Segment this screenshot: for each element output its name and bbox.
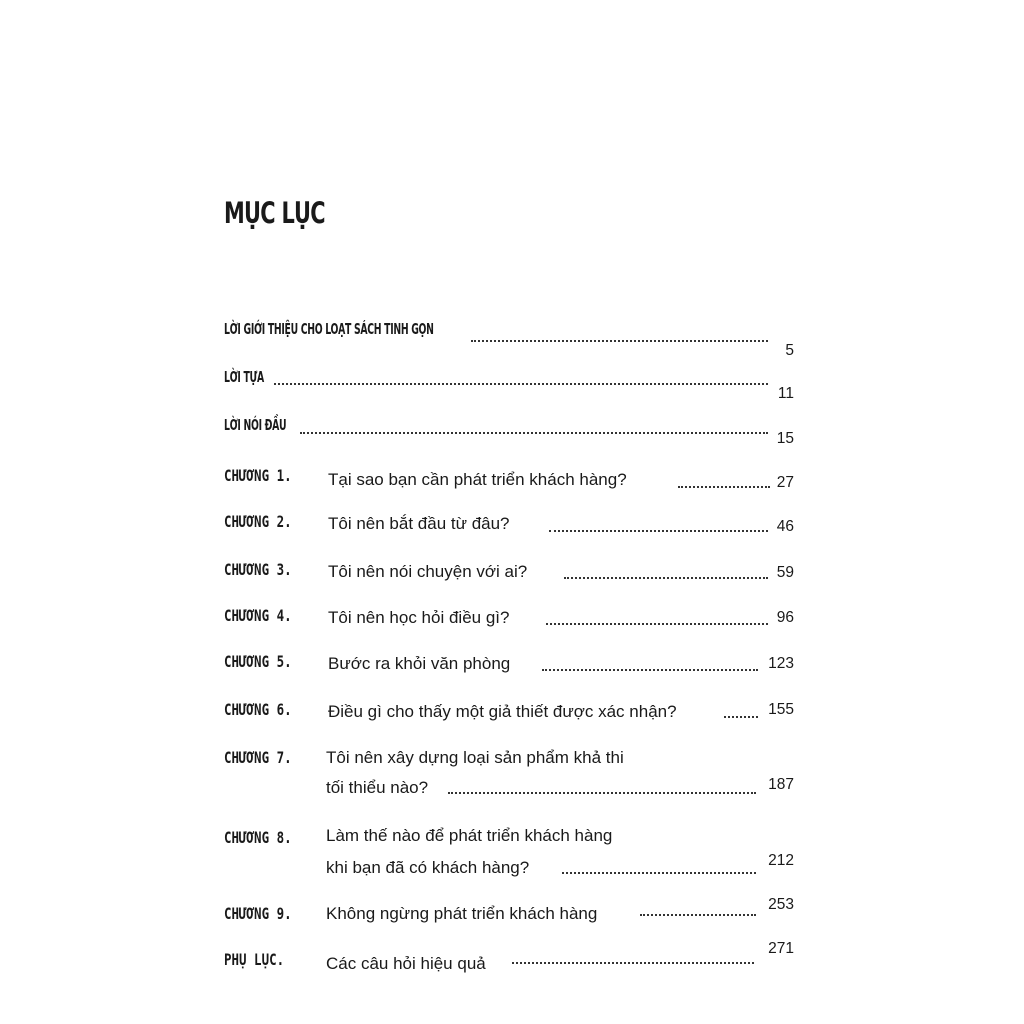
toc-entry-chapter-1 [224,466,794,496]
chapter-title: Điều gì cho thấy một giả thiết được xác nhận? [328,702,677,721]
chapter-label: CHƯƠNG 7. [224,748,292,767]
toc-entry-appendix [224,940,794,976]
chapter-label: CHƯƠNG 5. [224,652,292,671]
chapter-label: CHƯƠNG 1. [224,466,292,485]
chapter-title-line-2: tối thiểu nào? [326,778,429,797]
toc-entry-introduction [224,320,794,360]
dot-leader [549,530,768,532]
chapter-page: 27 [776,474,794,491]
chapter-label: CHƯƠNG 3. [224,560,292,579]
toc-entry-page: 11 [777,385,794,402]
toc-entry-chapter-4 [224,606,794,636]
toc-entry-chapter-9 [224,896,794,930]
chapter-title: Tôi nên nói chuyện với ai? [328,562,528,581]
appendix-label: PHỤ LỤC. [224,950,285,969]
toc-entry-chapter-5 [224,652,794,682]
chapter-label: CHƯƠNG 6. [224,700,292,719]
toc-entry-chapter-2 [224,512,794,542]
dot-leader [678,486,770,488]
chapter-title: Tôi nên bắt đầu từ đâu? [328,514,510,533]
dot-leader [564,577,768,579]
chapter-title-line-1: Tôi nên xây dựng loại sản phẩm khả thi [326,748,624,767]
chapter-title: Bước ra khỏi văn phòng [328,654,511,673]
chapter-title-line-1: Làm thế nào để phát triển khách hàng [326,826,613,845]
chapter-page: 46 [776,518,794,535]
page-title: MỤC LỤC [224,196,325,230]
chapter-title-line-2: khi bạn đã có khách hàng? [326,858,530,877]
toc-entry-label: LỜI GIỚI THIỆU CHO LOẠT SÁCH TINH GỌN [224,320,434,338]
toc-entry-chapter-8 [224,826,794,882]
chapter-label: CHƯƠNG 2. [224,512,292,531]
toc-entry-foreword [224,416,794,452]
dot-leader [542,669,758,671]
chapter-title: Tôi nên học hỏi điều gì? [328,608,510,627]
chapter-page: 123 [768,655,794,672]
dot-leader [300,432,768,434]
chapter-page: 96 [776,609,794,626]
toc-entry-chapter-6 [224,700,794,730]
toc-entry-label: LỜI NÓI ĐẦU [224,416,287,434]
toc-entry-preface [224,368,794,404]
dot-leader [512,962,754,964]
dot-leader [562,872,756,874]
dot-leader [274,383,768,385]
chapter-page: 59 [776,564,794,581]
appendix-page: 271 [768,940,794,957]
chapter-page: 253 [768,896,794,913]
chapter-page: 155 [768,701,794,718]
dot-leader [640,914,756,916]
appendix-title: Các câu hỏi hiệu quả [326,954,486,973]
toc-entry-chapter-3 [224,560,794,590]
toc-entry-page: 5 [785,342,794,359]
dot-leader [546,623,768,625]
chapter-page: 212 [768,852,794,869]
toc-entry-chapter-7 [224,748,794,804]
chapter-page: 187 [768,776,794,793]
dot-leader [448,792,756,794]
chapter-title: Tại sao bạn cần phát triển khách hàng? [328,470,627,489]
dot-leader [724,716,758,718]
toc-entry-page: 15 [776,430,794,447]
chapter-title: Không ngừng phát triển khách hàng [326,904,598,923]
chapter-label: CHƯƠNG 9. [224,904,292,923]
toc-entry-label: LỜI TỰA [224,368,264,386]
chapter-label: CHƯƠNG 8. [224,828,292,847]
chapter-label: CHƯƠNG 4. [224,606,292,625]
dot-leader [471,340,768,342]
